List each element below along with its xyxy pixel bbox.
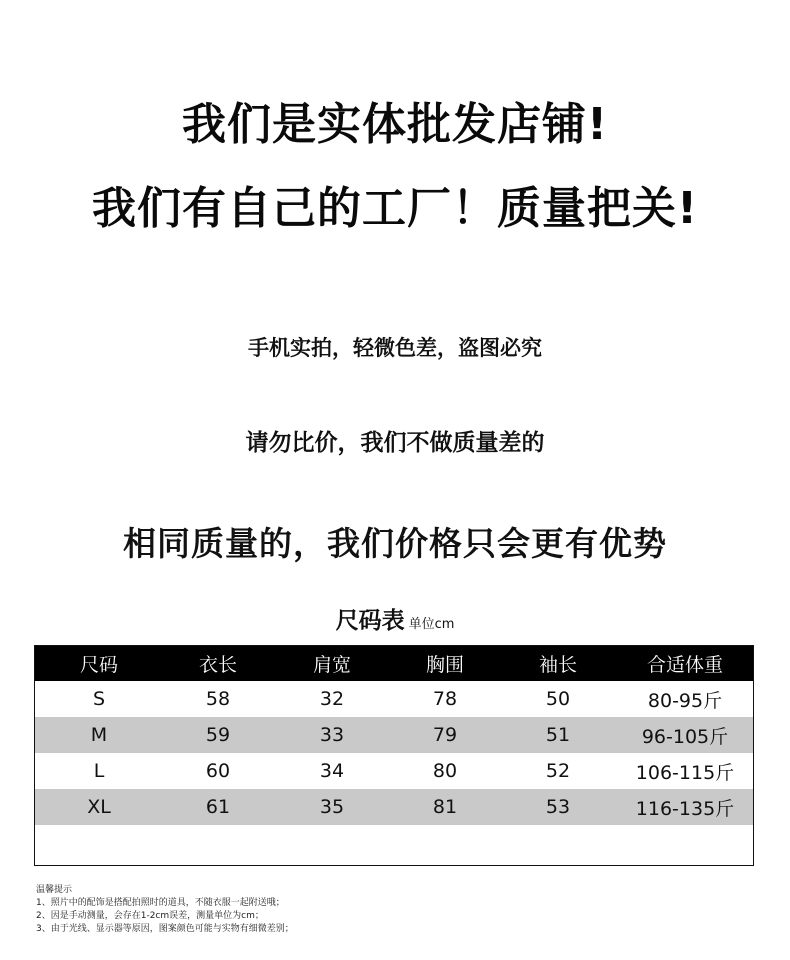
cell-shoulder: 34 xyxy=(319,760,345,782)
header-size: 尺码 xyxy=(79,654,118,676)
header-shoulder: 肩宽 xyxy=(312,654,351,676)
note-item: 3、由于光线、显示器等原因，图案颜色可能与实物有细微差别； xyxy=(36,924,294,934)
note-item: 1、照片中的配饰是搭配拍照时的道具，不随衣服一起附送哦； xyxy=(36,898,285,908)
table-row xyxy=(35,717,753,753)
cell-size: XL xyxy=(87,796,111,818)
header-bust: 胸围 xyxy=(425,654,464,676)
note-item: 2、因是手动测量，会存在1-2cm误差，测量单位为cm； xyxy=(36,911,264,921)
cell-sleeve: 51 xyxy=(545,724,571,746)
cell-bust: 79 xyxy=(432,724,458,746)
cell-sleeve: 50 xyxy=(545,688,571,710)
table-header-row xyxy=(35,646,753,681)
cell-weight: 80-95斤 xyxy=(647,689,723,712)
notes-title: 温馨提示 xyxy=(36,885,73,895)
cell-shoulder: 33 xyxy=(319,724,345,746)
header-weight: 合适体重 xyxy=(646,654,723,676)
cell-size: S xyxy=(92,688,106,710)
cell-length: 58 xyxy=(205,688,231,710)
size-chart-table xyxy=(34,645,754,866)
cell-weight: 116-135斤 xyxy=(635,797,735,820)
header-sleeve: 袖长 xyxy=(538,654,577,676)
headline-line-1: 我们是实体批发店铺! xyxy=(181,99,609,150)
cell-weight: 106-115斤 xyxy=(635,761,735,784)
headline-line-2: 我们有自己的工厂！质量把关! xyxy=(91,183,699,234)
cell-sleeve: 53 xyxy=(545,796,571,818)
cell-weight: 96-105斤 xyxy=(641,725,729,748)
cell-size: L xyxy=(93,760,105,782)
header-length: 衣长 xyxy=(198,654,237,676)
subtitle-photo-note: 手机实拍，轻微色差，盗图必究 xyxy=(248,336,542,360)
cell-shoulder: 32 xyxy=(319,688,345,710)
size-chart-title xyxy=(0,602,790,635)
size-chart-unit: 单位cm xyxy=(408,617,455,632)
cell-length: 61 xyxy=(205,796,231,818)
subtitle-price-note: 请勿比价，我们不做质量差的 xyxy=(245,430,545,456)
cell-bust: 81 xyxy=(432,796,458,818)
cell-length: 59 xyxy=(205,724,231,746)
cell-size: M xyxy=(90,724,108,746)
cell-shoulder: 35 xyxy=(319,796,345,818)
size-chart-heading: 尺码表 xyxy=(335,608,405,634)
table-row xyxy=(35,681,753,717)
notes-section xyxy=(36,884,294,936)
cell-bust: 78 xyxy=(432,688,458,710)
cell-sleeve: 52 xyxy=(545,760,571,782)
table-row xyxy=(35,753,753,789)
table-row xyxy=(35,789,753,825)
cell-bust: 80 xyxy=(432,760,458,782)
cell-length: 60 xyxy=(205,760,231,782)
subtitle-price-advantage: 相同质量的，我们价格只会更有优势 xyxy=(123,524,667,563)
